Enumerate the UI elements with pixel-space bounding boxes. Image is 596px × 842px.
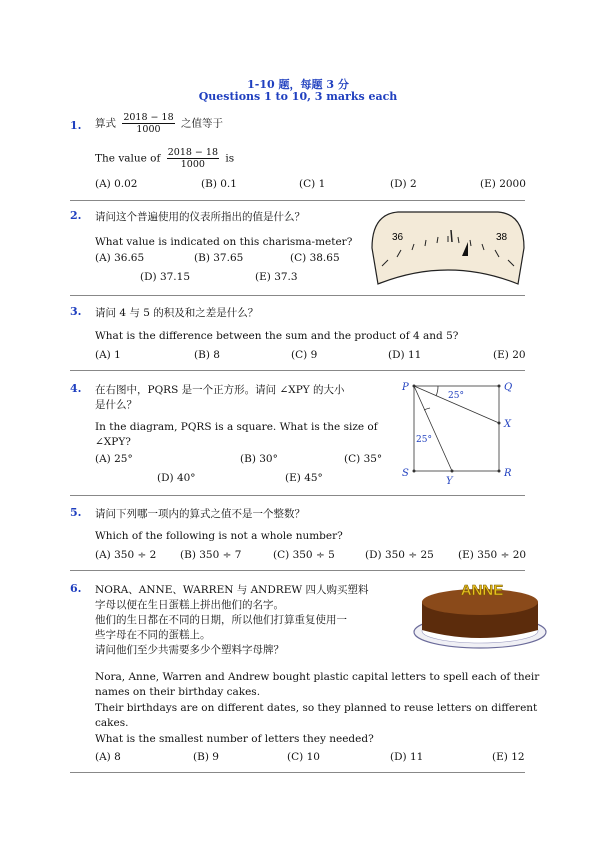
q5-option-c[interactable]: (C) 350 ÷ 5 [273,549,335,561]
q6-en-text-1: Nora, Anne, Warren and Andrew bought plastic capital letters to spell each of their [95,671,540,683]
q5-option-d[interactable]: (D) 350 ÷ 25 [365,549,434,561]
q4-option-a[interactable]: (A) 25° [95,453,133,465]
q1-frac-den: 1000 [136,124,161,135]
q6-option-d[interactable]: (D) 11 [390,751,424,763]
divider [70,772,525,773]
q6-zh-text-2: 字母以便在生日蛋糕上拼出他们的名字。 [95,599,284,611]
q1-option-a[interactable]: (A) 0.02 [95,178,138,190]
label-Y: Y [446,476,453,487]
q2-option-e[interactable]: (E) 37.3 [255,271,298,283]
question-number-1: 1. [70,119,82,132]
cake-letters: ANNE [460,582,504,599]
square-diagram [398,376,528,488]
divider [70,295,525,296]
divider [70,370,525,371]
q1-option-e[interactable]: (E) 2000 [480,178,526,190]
q1-en-post: is [225,152,235,165]
question-number-6: 6. [70,582,82,595]
divider [70,570,525,571]
divider [70,200,525,201]
charisma-meter [368,208,528,288]
q6-option-b[interactable]: (B) 9 [193,751,219,763]
q6-zh-text-4: 些字母在不同的蛋糕上。 [95,629,211,641]
q1-frac-num-en: 2018 − 18 [167,147,218,158]
q3-option-c[interactable]: (C) 9 [291,349,318,361]
meter-label-36: 36 [392,232,404,243]
angle-label-top: 25° [448,391,464,401]
q1-fraction-zh [122,112,174,135]
angle-label-left: 25° [416,435,432,445]
meter-label-38: 38 [496,232,508,243]
q1-option-c[interactable]: (C) 1 [299,178,326,190]
q4-en-text-1: In the diagram, PQRS is a square. What is the size of [95,421,378,433]
q5-option-b[interactable]: (B) 350 ÷ 7 [180,549,242,561]
q3-option-a[interactable]: (A) 1 [95,349,121,361]
q6-zh-text-1: NORA、ANNE、WARREN 与 ANDREW 四人购买塑料 [95,584,369,596]
q4-en-text-2: ∠XPY? [95,436,131,448]
q6-en-text-5: What is the smallest number of letters they needed? [95,733,374,745]
q3-option-e[interactable]: (E) 20 [493,349,526,361]
q6-en-text-2: names on their birthday cakes. [95,686,261,698]
q1-frac-num: 2018 − 18 [123,112,174,123]
q4-option-d[interactable]: (D) 40° [157,472,196,484]
question-number-3: 3. [70,305,82,318]
q3-option-d[interactable]: (D) 11 [388,349,422,361]
q1-en-pre: The value of [95,152,161,165]
q5-option-a[interactable]: (A) 350 ÷ 2 [95,549,157,561]
question-number-4: 4. [70,382,82,395]
label-P: P [402,382,409,393]
q1-frac-den-en: 1000 [180,159,205,170]
q6-option-e[interactable]: (E) 12 [492,751,525,763]
q2-en-text: What value is indicated on this charisma-meter? [95,236,353,248]
q6-option-a[interactable]: (A) 8 [95,751,121,763]
q2-option-b[interactable]: (B) 37.65 [194,252,244,264]
label-R: R [504,468,512,479]
q3-en-text: What is the difference between the sum and the product of 4 and 5? [95,330,459,342]
question-number-5: 5. [70,506,82,519]
q2-zh-text: 请问这个普遍使用的仪表所指出的值是什么？ [95,211,305,223]
q1-option-d[interactable]: (D) 2 [390,178,417,190]
q5-option-e[interactable]: (E) 350 ÷ 20 [458,549,527,561]
q2-option-d[interactable]: (D) 37.15 [140,271,191,283]
q4-option-c[interactable]: (C) 35° [344,453,383,465]
q2-option-c[interactable]: (C) 38.65 [290,252,340,264]
label-S: S [402,468,409,479]
q1-en-text [95,147,234,170]
q4-option-b[interactable]: (B) 30° [240,453,278,465]
q6-zh-text-3: 他们的生日都在不同的日期，所以他们打算重复使用一 [95,614,347,626]
label-Q: Q [504,382,513,393]
label-X: X [504,419,512,430]
q6-en-text-4: cakes. [95,717,129,729]
q3-zh-text: 请问 4 与 5 的积及和之差是什么？ [95,307,259,319]
q5-zh-text: 请问下列哪一项内的算式之值不是一个整数？ [95,508,305,520]
q1-zh-pre: 算式 [95,117,116,130]
q3-option-b[interactable]: (B) 8 [194,349,220,361]
q1-option-b[interactable]: (B) 0.1 [201,178,237,190]
q6-zh-text-5: 请问他们至少共需要多少个塑料字母牌？ [95,644,284,656]
section-title-en: Questions 1 to 10, 3 marks each [198,90,398,103]
q6-option-c[interactable]: (C) 10 [287,751,320,763]
q1-zh-text [95,112,223,135]
q5-en-text: Which of the following is not a whole number? [95,530,343,542]
q6-en-text-3: Their birthdays are on different dates, so they planned to reuse letters on different [95,702,538,714]
q4-option-e[interactable]: (E) 45° [285,472,323,484]
q4-zh-text-2: 是什么？ [95,399,137,411]
q2-option-a[interactable]: (A) 36.65 [95,252,145,264]
q1-zh-post: 之值等于 [180,117,223,130]
q1-fraction-en [167,147,219,170]
question-number-2: 2. [70,209,82,222]
divider [70,495,525,496]
section-title-zh: 1-10 题，每题 3 分 [247,78,349,91]
birthday-cake-image [410,572,550,652]
q4-zh-text-1: 在右图中，PQRS 是一个正方形。请问 ∠XPY 的大小 [95,384,345,396]
